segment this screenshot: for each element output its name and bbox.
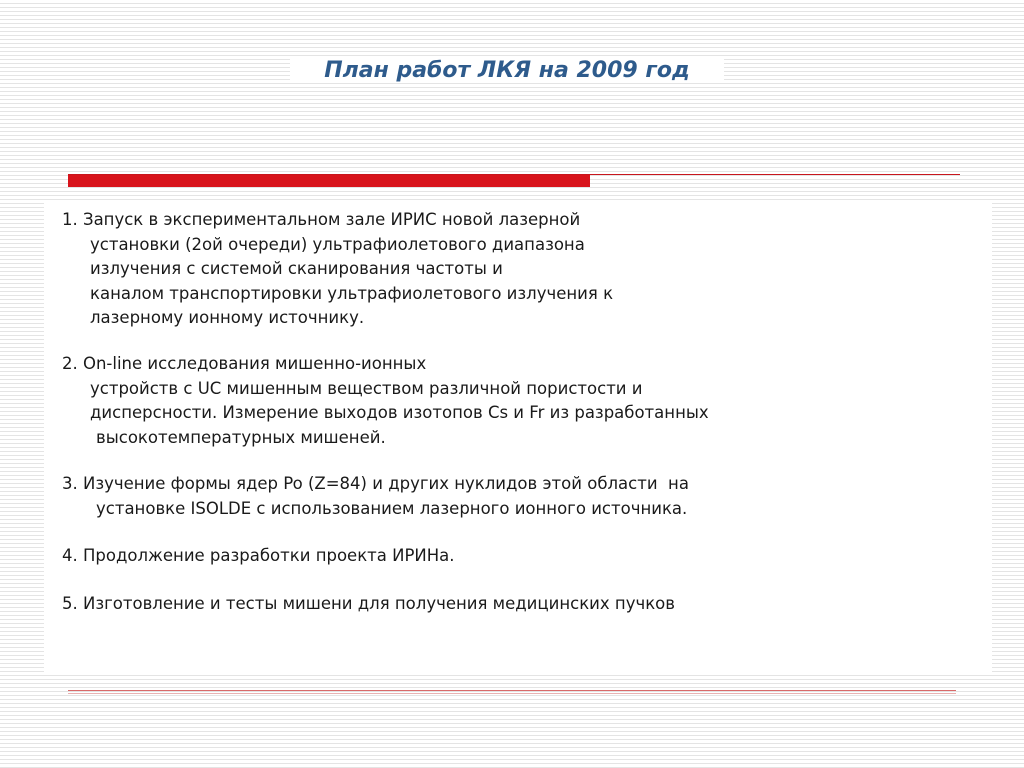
list-item-2 (62, 352, 922, 450)
item-1-line-3: излучения с системой сканирования частоты и (90, 259, 503, 278)
list-item-5 (62, 592, 922, 617)
item-3-line-1: 3. Изучение формы ядер Po (Z=84) и других нуклидов этой области на (62, 474, 689, 493)
list-item-4 (62, 544, 922, 569)
item-3-line-2: установке ISOLDE с использованием лазерного ионного источника. (96, 498, 688, 518)
list-item-1 (62, 208, 922, 331)
slide-title: План работ ЛКЯ на 2009 год (290, 58, 724, 83)
item-5-line-1: 5. Изготовление и тесты мишени для получения медицинских пучков (62, 594, 675, 613)
footer-line (68, 690, 956, 691)
footer-line-secondary (68, 693, 956, 694)
item-1-line-5: лазерному ионному источнику. (90, 308, 365, 327)
item-2-line-3: дисперсности. Измерение выходов изотопов Cs и Fr из разработанных (90, 403, 709, 422)
item-4-line-1: 4. Продолжение разработки проекта ИРИНа. (62, 546, 455, 565)
title-divider (68, 174, 960, 188)
item-1-line-1: 1. Запуск в экспериментальном зале ИРИС новой лазерной (62, 210, 581, 229)
divider-accent-bar (68, 175, 590, 187)
item-1-line-4: каналом транспортировки ультрафиолетового излучения к (90, 283, 614, 303)
item-1-line-2: установки (2ой очереди) ультрафиолетового диапазона (90, 234, 585, 254)
item-2-line-2: устройств с UC мишенным веществом различной пористости и (90, 378, 643, 398)
item-2-line-1: 2. On-line исследования мишенно-ионных (62, 354, 427, 373)
list-item-3 (62, 472, 922, 521)
item-2-line-4: высокотемпературных мишеней. (96, 427, 386, 447)
